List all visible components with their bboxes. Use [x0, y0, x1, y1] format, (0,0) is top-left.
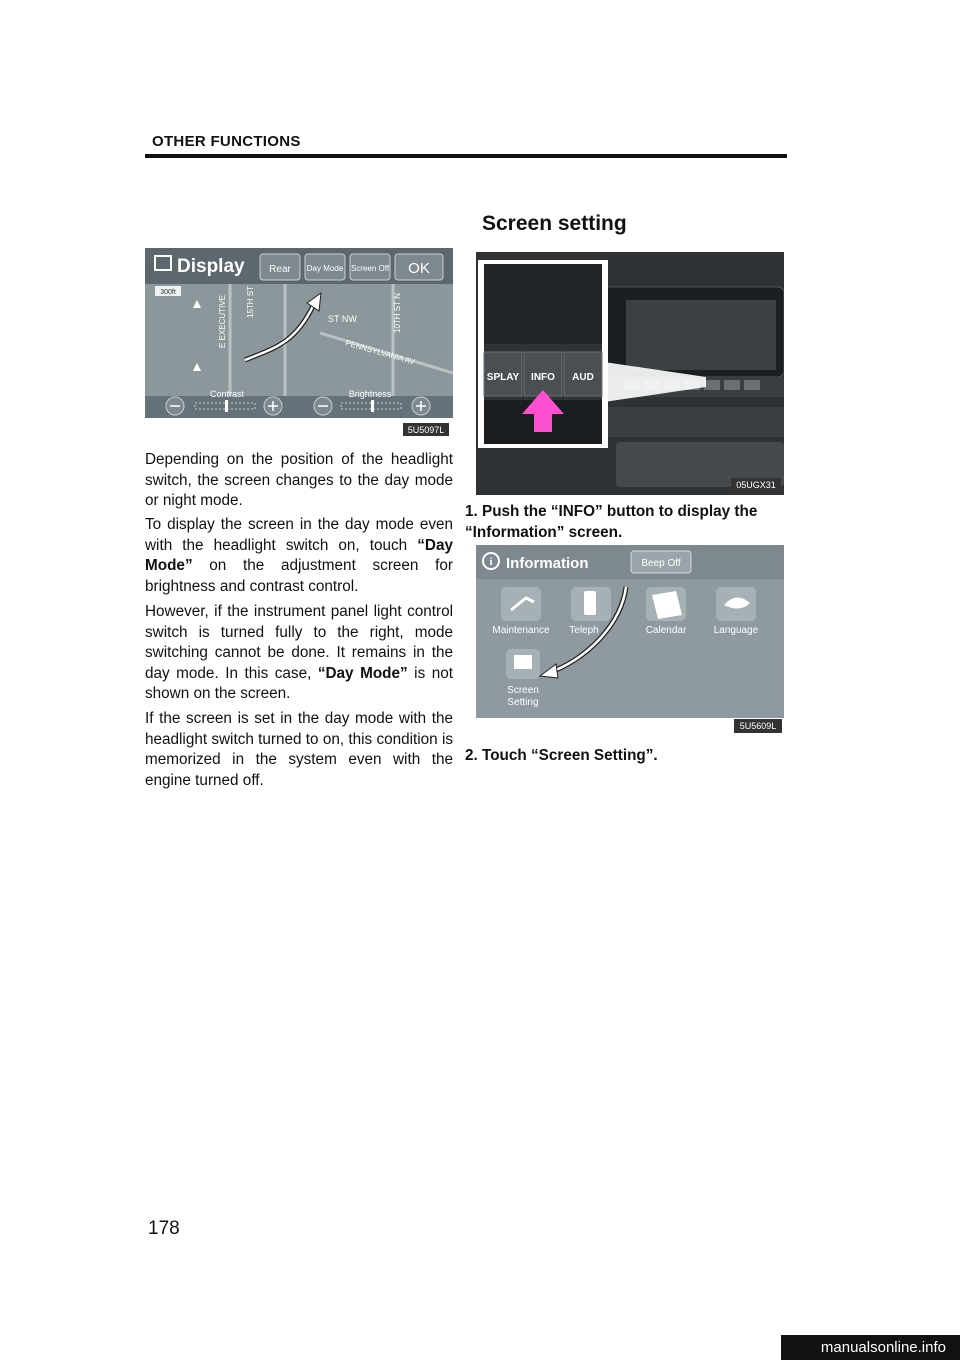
- language-label[interactable]: Language: [713, 625, 759, 636]
- dashboard-illustration: [476, 252, 784, 495]
- section-header: OTHER FUNCTIONS: [152, 133, 301, 150]
- page-number: 178: [148, 1218, 180, 1239]
- figure-label: 5U5609L: [739, 721, 777, 731]
- svg-text:i: i: [489, 556, 493, 568]
- display-title: Display: [177, 256, 245, 277]
- paragraph-memorized: If the screen is set in the day mode with the headlight switch turned to on, this condition is memorized in the system even with the engine turned off.: [145, 710, 453, 789]
- dashboard-figure: [476, 252, 784, 495]
- telephone-label[interactable]: Teleph: [569, 625, 599, 636]
- screen-setting-icon[interactable]: [506, 649, 540, 679]
- footer-watermark: manualsonline.info: [781, 1335, 960, 1360]
- section-title: Screen setting: [482, 212, 627, 235]
- calendar-icon[interactable]: [646, 587, 686, 621]
- information-screen-figure: [476, 545, 784, 733]
- day-mode-button[interactable]: Day Mode: [306, 264, 344, 273]
- ok-button[interactable]: OK: [408, 260, 430, 277]
- contrast-label: Contrast: [209, 389, 245, 399]
- figure-label: 5U5097L: [407, 425, 445, 435]
- audio-button[interactable]: AUD: [572, 372, 594, 383]
- calendar-label[interactable]: Calendar: [645, 625, 687, 636]
- maintenance-label[interactable]: Maintenance: [492, 625, 550, 636]
- map-street-3: ST NW: [328, 314, 357, 324]
- paragraph-instrument-panel: However, if the instrument panel light control switch is turned fully to the right, mode switching cannot be done. It remains in the day mode. In this case, “Day Mode” is not shown on the screen.: [145, 603, 454, 702]
- map-scale: 300ft: [160, 289, 176, 296]
- screen-setting-label-2[interactable]: Setting: [507, 697, 539, 708]
- map-street-1: E EXECUTIVE: [218, 295, 227, 348]
- map-street-5: PENNSYLVANIA AV: [344, 338, 416, 367]
- beep-off-button[interactable]: Beep Off: [641, 558, 681, 569]
- information-screen-illustration: [476, 545, 784, 733]
- map-street-4: 10TH ST N: [393, 293, 402, 333]
- display-screen-figure: [145, 248, 453, 438]
- paragraph-day-night-mode: Depending on the position of the headlight switch, the screen changes to the day mode or night mode.: [145, 451, 453, 509]
- step-1: 1. Push the “INFO” button to display the “Information” screen.: [465, 503, 758, 541]
- info-button[interactable]: INFO: [531, 372, 555, 383]
- header-rule: [145, 154, 787, 158]
- paragraph-day-mode-touch: To display the screen in the day mode even with the headlight switch on, touch “Day Mode” on the adjustment screen for brightness and contrast control.: [145, 516, 453, 595]
- display-button[interactable]: SPLAY: [486, 372, 520, 383]
- information-title: Information: [506, 555, 589, 572]
- rear-button[interactable]: Rear: [269, 264, 291, 275]
- telephone-icon[interactable]: [571, 587, 611, 621]
- map-street-2: 15TH ST: [246, 285, 255, 318]
- step-2: 2. Touch “Screen Setting”.: [465, 747, 658, 764]
- language-icon[interactable]: [716, 587, 756, 621]
- maintenance-icon[interactable]: [501, 587, 541, 621]
- display-screen-illustration: [145, 248, 453, 438]
- figure-label: 05UGX31: [736, 480, 776, 490]
- screen-off-button[interactable]: Screen Off: [350, 264, 390, 273]
- screen-setting-label-1[interactable]: Screen: [507, 685, 539, 696]
- brightness-label: Brightness: [348, 389, 392, 399]
